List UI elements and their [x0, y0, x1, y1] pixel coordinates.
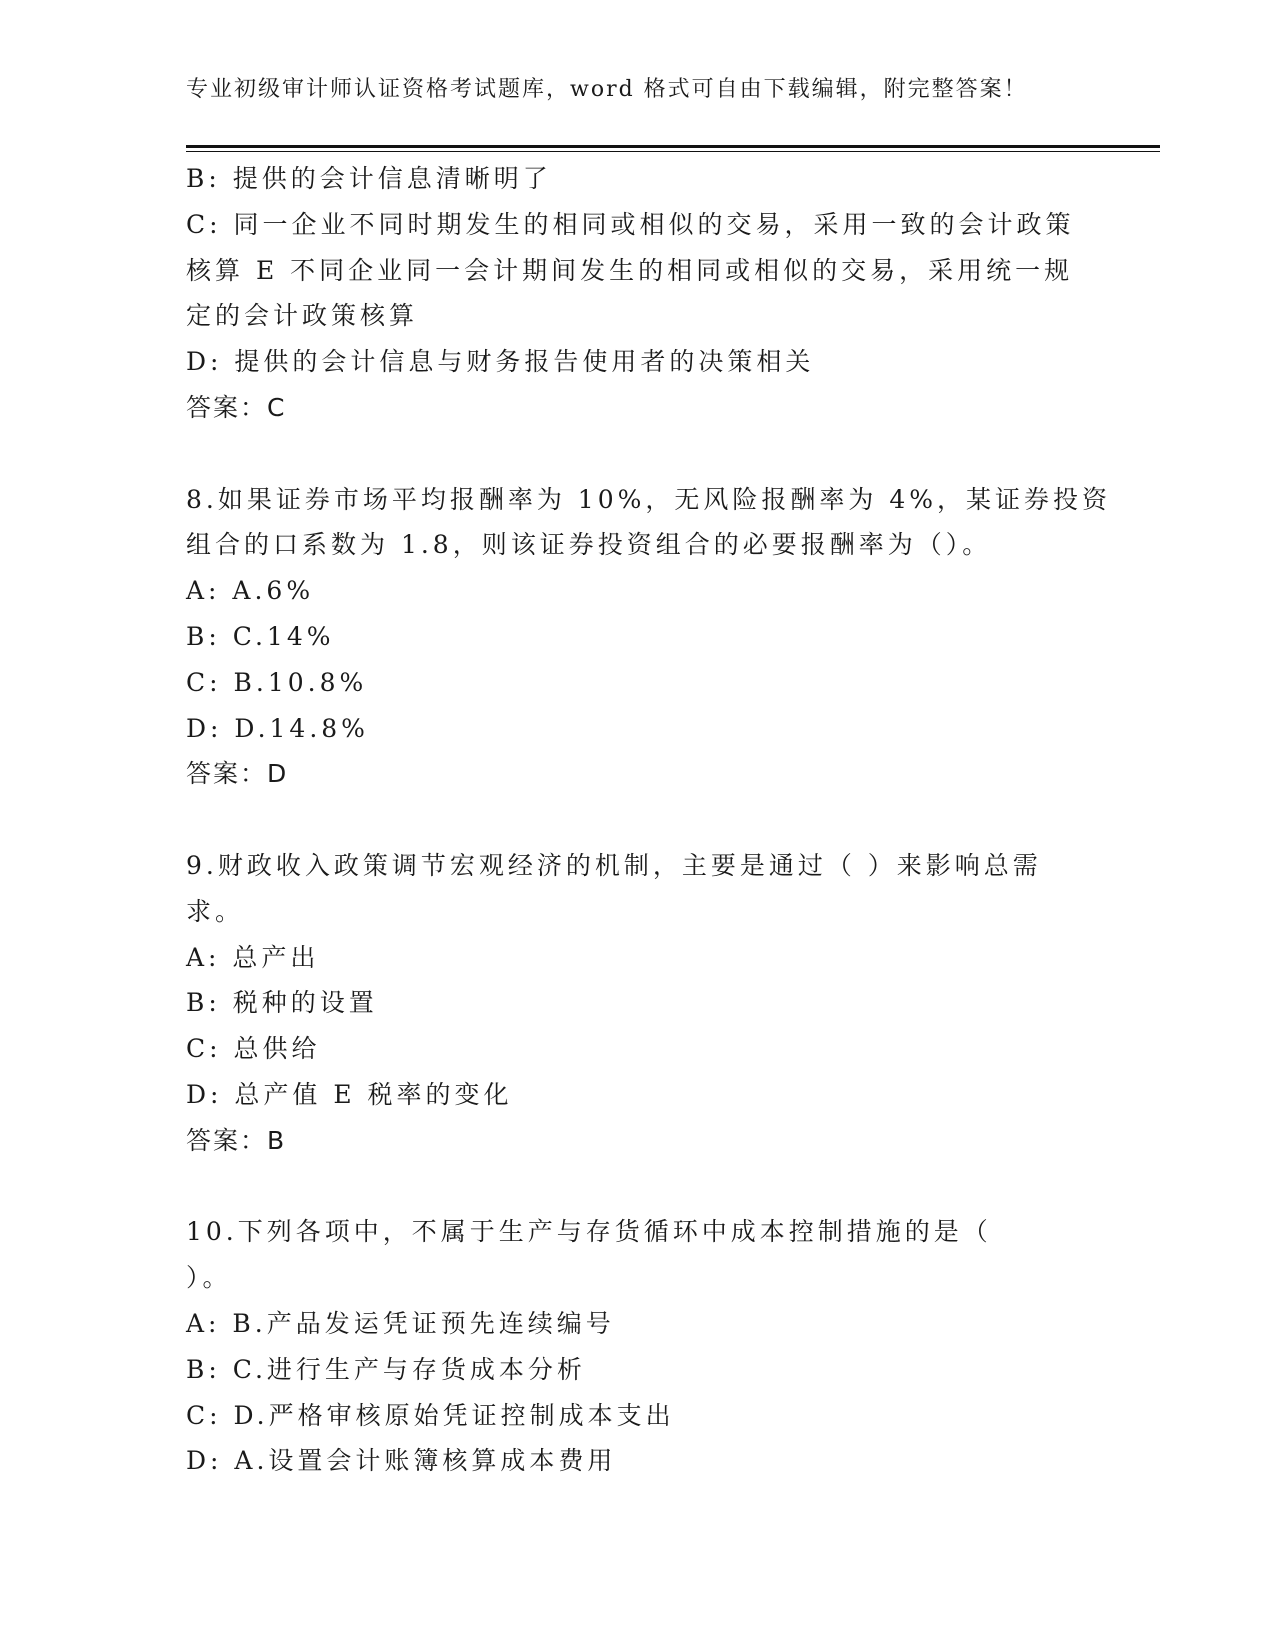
q8-option-c: C: B.10.8%	[186, 667, 368, 697]
header-rule-thin	[186, 151, 1160, 152]
q9-option-b: B: 税种的设置	[186, 988, 378, 1018]
q9-option-c: C: 总供给	[186, 1034, 321, 1064]
q8-option-d: D: D.14.8%	[186, 713, 369, 743]
q7-option-c-line-3: 定的会计政策核算	[186, 301, 419, 331]
q7-answer: 答案：C	[186, 392, 287, 422]
q9-answer: 答案：B	[186, 1125, 287, 1155]
q9-option-a: A: 总产出	[186, 942, 320, 972]
q8-option-b: B: C.14%	[186, 621, 335, 651]
q8-question-line-2: 组合的口系数为 1.8，则该证券投资组合的必要报酬率为（）。	[186, 530, 992, 560]
q8-question-line-1: 8.如果证券市场平均报酬率为 10%，无风险报酬率为 4%，某证券投资	[186, 484, 1111, 514]
q10-option-c: C: D.严格审核原始凭证控制成本支出	[186, 1400, 675, 1430]
q10-question-line-2: ）。	[186, 1263, 232, 1293]
q10-option-a: A: B.产品发运凭证预先连续编号	[186, 1308, 615, 1338]
q9-option-d: D: 总产值 E 税率的变化	[186, 1079, 513, 1109]
page-header: 专业初级审计师认证资格考试题库，word 格式可自由下载编辑，附完整答案！	[186, 77, 1028, 102]
q8-option-a: A: A.6%	[186, 576, 315, 606]
q10-option-b: B: C.进行生产与存货成本分析	[186, 1354, 586, 1384]
spacer	[186, 1164, 1086, 1210]
q7-option-c-line-1: C: 同一企业不同时期发生的相同或相似的交易，采用一致的会计政策	[186, 209, 1075, 239]
q10-question-line-1: 10.下列各项中，不属于生产与存货循环中成本控制措施的是（	[186, 1217, 992, 1247]
q10-option-d: D: A.设置会计账簿核算成本费用	[186, 1446, 617, 1476]
spacer	[186, 431, 1086, 477]
q9-question-line-2: 求。	[186, 896, 245, 926]
header-rule-thick	[186, 145, 1160, 148]
q7-option-c-line-2: 核算 E 不同企业同一会计期间发生的相同或相似的交易，采用统一规	[186, 255, 1074, 285]
q9-question-line-1: 9.财政收入政策调节宏观经济的机制，主要是通过（ ）来影响总需	[186, 850, 1042, 880]
q7-option-d: D: 提供的会计信息与财务报告使用者的决策相关	[186, 347, 815, 377]
q7-option-b: B: 提供的会计信息清晰明了	[186, 164, 552, 193]
question-content	[186, 156, 1111, 1484]
spacer	[186, 797, 1086, 843]
q8-answer: 答案：D	[186, 759, 289, 789]
